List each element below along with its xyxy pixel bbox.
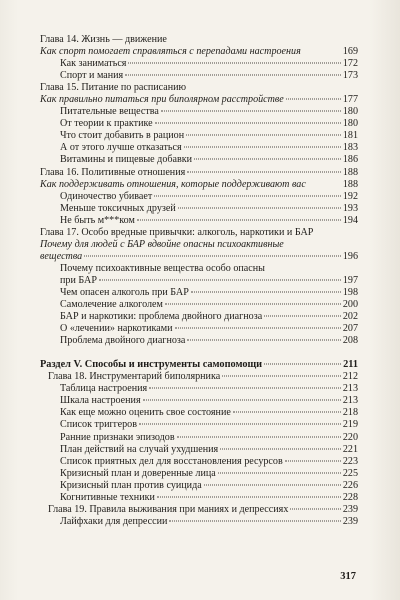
toc-leader-dots [161,111,341,112]
toc-spacer [40,347,358,359]
toc-leader-dots [139,424,341,425]
toc-entry-page: 239 [342,503,358,515]
toc-entry-title: Почему для людей с БАР вдвойне опасны психоактивные [40,238,284,250]
toc-entry-title: Список приятных дел для восстановления ресурсов [60,455,283,467]
toc-entry-page: 202 [342,311,358,323]
toc-entry-title: Список триггеров [60,419,137,431]
toc-entry-title: Самолечение алкоголем [60,299,163,311]
toc-entry-title: Глава 15. Питание по расписанию [40,82,187,94]
toc-entry-page: 196 [342,250,358,262]
toc-entry-title: Чем опасен алкоголь при БАР [60,286,189,298]
toc-row [40,167,358,179]
toc-row [40,263,358,275]
toc-row [40,480,358,492]
toc-entry-title: Одиночество убивает [60,190,153,202]
toc-entry-title: Не быть м***ком [60,214,135,226]
toc-entry-title: Лайфхаки для депрессии [60,515,168,527]
toc-leader-dots [285,460,341,461]
toc-leader-dots [169,520,340,521]
toc-entry-title: Как правильно питаться при биполярном расстройстве [40,94,284,106]
toc-row [40,287,358,299]
toc-entry-title: Спорт и мания [60,70,124,82]
toc-entry-page: 211 [343,359,358,371]
toc-entry-title: Кризисный план против суицида [60,479,202,491]
toc-row [40,275,358,287]
toc-entry-title: Таблица настроения [60,383,148,395]
toc-row [40,34,358,46]
toc-leader-dots [218,472,341,473]
toc-entry-page: 180 [342,106,358,118]
toc-leader-dots [155,123,341,124]
toc-entry-title: Раздел V. Способы и инструменты самопомощи [40,359,263,371]
toc-entry-page: 198 [342,286,358,298]
toc-entry-page: 207 [342,323,358,335]
toc-entry-page: 219 [342,419,358,431]
toc-entry-title: Глава 19. Правила выживания при маниях и депрессиях [48,503,289,515]
toc-entry-title: Глава 18. Инструментарий биполярника [48,371,221,383]
toc-entry-page: 192 [342,190,358,202]
toc-leader-dots [177,436,341,437]
toc-entry-page: 183 [342,142,358,154]
toc-entry-page: 172 [342,58,358,70]
toc-row [40,371,358,383]
toc-entry-page: 177 [342,94,358,106]
toc-row [40,516,358,528]
toc-leader-dots [143,400,341,401]
toc-leader-dots [220,448,341,449]
toc-entry-page: 193 [342,202,358,214]
toc-leader-dots [187,340,340,341]
toc-leader-dots [99,279,341,280]
toc-leader-dots [204,484,341,485]
toc-row [40,504,358,516]
toc-leader-dots [175,328,341,329]
toc-entry-page: 208 [342,335,358,347]
toc-entry-page: 228 [342,491,358,503]
toc-entry-title: Как заниматься [60,58,127,70]
toc-entry-page: 197 [342,274,358,286]
toc-row [40,335,358,347]
toc-leader-dots [194,159,341,160]
toc-leader-dots [128,63,340,64]
toc-entry-title: О «лечении» наркотиками [60,323,173,335]
toc-entry-title: Как еще можно оценить свое состояние [60,407,231,419]
toc-entry-title: Когнитивные техники [60,491,155,503]
toc-leader-dots [187,171,341,172]
toc-entry-title: Почему психоактивные вещества особо опасны [60,262,265,274]
toc-row [40,419,358,431]
toc-leader-dots [154,195,341,196]
toc-row [40,82,358,94]
toc-leader-dots [137,219,341,220]
toc-leader-dots [233,412,341,413]
toc-row [40,468,358,480]
toc-row [40,118,358,130]
table-of-contents [40,34,358,528]
toc-entry-page: 223 [342,455,358,467]
toc-row [40,251,358,263]
toc-row [40,383,358,395]
toc-entry-page: 188 [342,166,358,178]
toc-entry-title: Шкала настроения [60,395,141,407]
toc-leader-dots [165,304,341,305]
toc-entry-page: 186 [342,154,358,166]
toc-row [40,395,358,407]
toc-entry-title: Ранние признаки эпизодов [60,431,175,443]
toc-row [40,130,358,142]
toc-entry-title: БАР и наркотики: проблема двойного диагноза [60,311,263,323]
toc-leader-dots [264,316,341,317]
toc-section-row [40,359,358,371]
page-number: 317 [340,571,356,582]
toc-leader-dots [222,376,341,377]
toc-leader-dots [286,99,341,100]
toc-entry-page: 213 [342,383,358,395]
toc-row [40,407,358,419]
toc-entry-title: Как поддерживать отношения, которые поддерживают вас [40,178,306,190]
toc-row [40,444,358,456]
toc-entry-title: Как спорт помогает справляться с перепадами настроения [40,46,301,58]
toc-leader-dots [264,364,341,365]
toc-entry-title: От теории к практике [60,118,153,130]
toc-entry-page: 218 [342,407,358,419]
toc-entry-title: вещества [40,250,83,262]
toc-entry-title: Проблема двойного диагноза [60,335,186,347]
toc-row [40,154,358,166]
toc-row [40,58,358,70]
toc-row [40,179,358,191]
toc-row [40,46,358,58]
toc-row [40,70,358,82]
toc-leader-dots [84,255,341,256]
toc-entry-page: 180 [342,118,358,130]
toc-row [40,239,358,251]
toc-entry-title: А от этого лучше отказаться [60,142,182,154]
toc-row [40,456,358,468]
toc-row [40,311,358,323]
toc-entry-title: План действий на случай ухудшения [60,443,219,455]
toc-row [40,492,358,504]
toc-row [40,191,358,203]
toc-leader-dots [290,508,340,509]
toc-entry-page: 194 [342,214,358,226]
toc-entry-page: 225 [342,467,358,479]
toc-leader-dots [186,135,341,136]
toc-row [40,227,358,239]
toc-entry-page: 200 [342,299,358,311]
toc-row [40,432,358,444]
toc-entry-page: 173 [342,70,358,82]
toc-entry-page: 226 [342,479,358,491]
toc-entry-page: 169 [342,46,358,58]
toc-entry-page: 221 [342,443,358,455]
toc-entry-page: 213 [342,395,358,407]
toc-entry-page: 239 [342,515,358,527]
toc-leader-dots [157,496,341,497]
toc-leader-dots [191,291,341,292]
toc-entry-title: Что стоит добавить в рацион [60,130,185,142]
toc-entry-page: 220 [342,431,358,443]
toc-entry-title: Питательные вещества [60,106,159,118]
toc-leader-dots [125,75,341,76]
toc-row [40,323,358,335]
toc-entry-page: 181 [342,130,358,142]
toc-entry-title: Кризисный план и доверенные лица [60,467,216,479]
toc-leader-dots [184,147,341,148]
toc-entry-title: при БАР [60,274,97,286]
toc-row [40,215,358,227]
toc-row [40,299,358,311]
toc-entry-page: 212 [342,371,358,383]
toc-entry-page: 188 [342,178,358,190]
toc-entry-title: Витамины и пищевые добавки [60,154,193,166]
toc-row [40,106,358,118]
toc-entry-title: Меньше токсичных друзей [60,202,176,214]
toc-entry-title: Глава 16. Политивные отношения [40,166,186,178]
toc-entry-title: Глава 17. Особо вредные привычки: алкоголь, наркотики и БАР [40,226,314,238]
toc-row [40,142,358,154]
toc-leader-dots [149,388,341,389]
toc-leader-dots [178,207,341,208]
toc-row [40,94,358,106]
toc-entry-title: Глава 14. Жизнь — движение [40,34,167,45]
toc-row [40,203,358,215]
